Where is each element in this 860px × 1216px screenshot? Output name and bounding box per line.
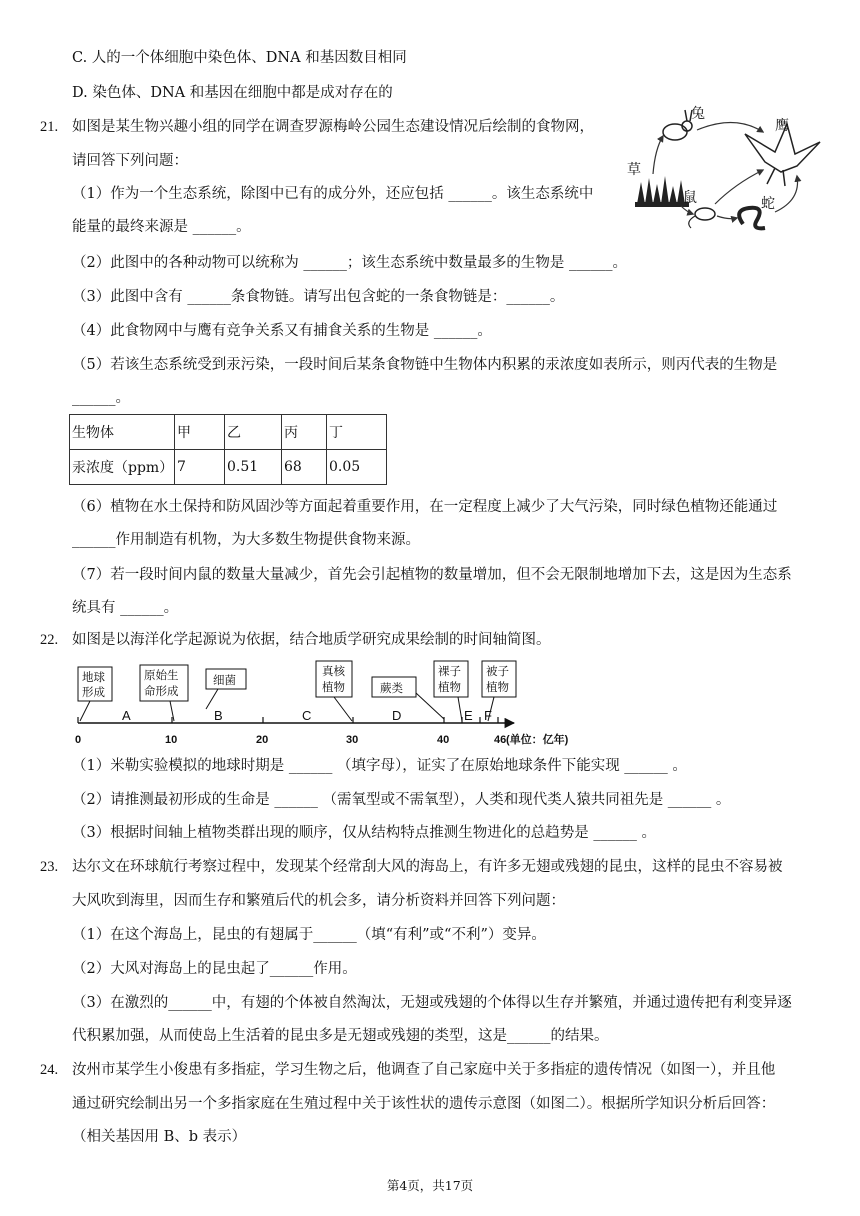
q21-part7-line2: 统具有 ______。	[72, 600, 179, 616]
tick-label: 0	[75, 734, 82, 746]
table-cell: 丁	[327, 415, 387, 450]
event-label: 植物	[486, 680, 509, 694]
segment-label: F	[484, 708, 492, 723]
mouse-drawing	[689, 208, 715, 228]
q21-part1-line1: （1）作为一个生态系统，除图中已有的成分外，还应包括 ______。该生态系统中	[72, 186, 594, 202]
table-cell: 丙	[282, 415, 327, 450]
q21-part3: （3）此图中含有 ______条食物链。请写出包含蛇的一条食物链是：______。	[72, 289, 565, 305]
event-label: 细菌	[213, 673, 236, 687]
question-21-number: 21.	[40, 119, 59, 135]
event-label: 蕨类	[380, 681, 403, 695]
q23-part1: （1）在这个海岛上，昆虫的有翅属于______（填“有利”或“不利”）变异。	[72, 927, 546, 943]
mouse-label: 鼠	[683, 190, 697, 206]
unit-label: (单位：亿年)	[506, 734, 569, 746]
q23-stem-line2: 大风吹到海里，因而生存和繁殖后代的机会多，请分析资料并回答下列问题：	[72, 893, 565, 909]
segment-label: B	[214, 708, 223, 723]
table-cell: 7	[175, 450, 225, 485]
event-label: 植物	[322, 680, 345, 694]
tick-label: 46	[494, 734, 507, 746]
page-number: 第4页，共17页	[386, 1178, 474, 1193]
table-header-row	[70, 415, 387, 450]
event-label: 地球	[82, 670, 105, 684]
q22-part2: （2）请推测最初形成的生命是 ______ （需氧型或不需氧型），人类和现代类人猿共同祖先是 ______ 。	[72, 792, 731, 808]
segment-label: D	[392, 708, 402, 723]
event-label: 原始生	[144, 668, 179, 682]
q21-part5-line1: （5）若该生态系统受到汞污染，一段时间后某条食物链中生物体内积累的汞浓度如表所示，则丙代表的生物是	[72, 357, 778, 373]
table-cell: 汞浓度（ppm）	[70, 450, 175, 485]
grass-label: 草	[627, 162, 641, 178]
q22-part1: （1）米勒实验模拟的地球时期是 ______ （填字母），证实了在原始地球条件下能实现 ______ 。	[72, 758, 687, 774]
grass-drawing	[635, 176, 689, 207]
tick-label: 10	[165, 734, 178, 746]
segment-label: A	[122, 708, 131, 723]
q24-stem-line3: （相关基因用 B、b 表示）	[72, 1129, 247, 1145]
q24-stem-line1: 汝州市某学生小俊患有多指症，学习生物之后，他调查了自己家庭中关于多指症的遗传情况（如图一），并且他	[72, 1062, 776, 1078]
event-label: 形成	[82, 685, 105, 699]
q23-stem-line1: 达尔文在环球航行考察过程中，发现某个经常刮大风的海岛上，有许多无翅或残翅的昆虫，这样的昆虫不容易被	[72, 859, 783, 875]
q21-part6-line2: ______作用制造有机物，为大多数生物提供食物来源。	[72, 532, 420, 548]
timeline-figure	[70, 657, 569, 749]
q23-part2: （2）大风对海岛上的昆虫起了______作用。	[72, 961, 357, 977]
segment-label: C	[302, 708, 312, 723]
snake-label: 蛇	[761, 196, 775, 212]
option-c: C. 人的一个体细胞中染色体、DNA 和基因数目相同	[72, 50, 407, 66]
q21-part1-line2: 能量的最终来源是 ______。	[72, 219, 251, 235]
q21-part4: （4）此食物网中与鹰有竞争关系又有捕食关系的生物是 ______。	[72, 323, 492, 339]
rabbit-label: 兔	[691, 106, 705, 122]
q23-part3-line1: （3）在激烈的______中，有翅的个体被自然淘汰，无翅或残翅的个体得以生存并繁殖，并通过遗传把有利变异逐	[72, 995, 792, 1011]
q21-part5-line2: ______。	[72, 390, 130, 406]
table-cell: 甲	[175, 415, 225, 450]
event-label: 植物	[438, 680, 461, 694]
food-web-figure	[625, 104, 830, 238]
q21-stem-line1: 如图是某生物兴趣小组的同学在调查罗源梅岭公园生态建设情况后绘制的食物网，	[72, 119, 594, 135]
q21-part6-line1: （6）植物在水土保持和防风固沙等方面起着重要作用，在一定程度上减少了大气污染，同时绿色植物还能通过	[72, 499, 778, 515]
q21-part7-line1: （7）若一段时间内鼠的数量大量减少，首先会引起植物的数量增加，但不会无限制地增加下去，这是因为生态系	[72, 567, 792, 583]
question-24-number: 24.	[40, 1062, 59, 1078]
event-label: 裸子	[438, 664, 461, 678]
event-label: 命形成	[144, 684, 179, 698]
rabbit-drawing	[663, 110, 692, 140]
tick-label: 40	[437, 734, 450, 746]
q22-stem: 如图是以海洋化学起源说为依据，结合地质学研究成果绘制的时间轴简图。	[72, 632, 551, 648]
table-cell: 生物体	[70, 415, 175, 450]
table-cell: 0.05	[327, 450, 387, 485]
q23-part3-line2: 代积累加强，从而使岛上生活着的昆虫多是无翅或残翅的类型，这是______的结果。	[72, 1028, 609, 1044]
segment-label: E	[464, 708, 473, 723]
table-cell: 68	[282, 450, 327, 485]
q21-part2: （2）此图中的各种动物可以统称为 ______；该生态系统中数量最多的生物是 ______。	[72, 255, 627, 271]
table-row	[70, 450, 387, 485]
q22-part3: （3）根据时间轴上植物类群出现的顺序，仅从结构特点推测生物进化的总趋势是 ______ 。	[72, 825, 656, 841]
q21-stem-line2: 请回答下列问题：	[72, 153, 188, 169]
event-label: 真核	[322, 664, 345, 678]
option-d: D. 染色体、DNA 和基因在细胞中都是成对存在的	[72, 85, 393, 101]
table-cell: 0.51	[225, 450, 282, 485]
question-22-number: 22.	[40, 632, 59, 648]
question-23-number: 23.	[40, 859, 59, 875]
q24-stem-line2: 通过研究绘制出另一个多指家庭在生殖过程中关于该性状的遗传示意图（如图二）。根据所学知识分析后回答：	[72, 1096, 776, 1112]
tick-label: 30	[346, 734, 359, 746]
table-cell: 乙	[225, 415, 282, 450]
event-label: 被子	[486, 664, 509, 678]
eagle-label: 鹰	[775, 118, 789, 134]
tick-label: 20	[256, 734, 269, 746]
mercury-concentration-table	[69, 414, 387, 485]
